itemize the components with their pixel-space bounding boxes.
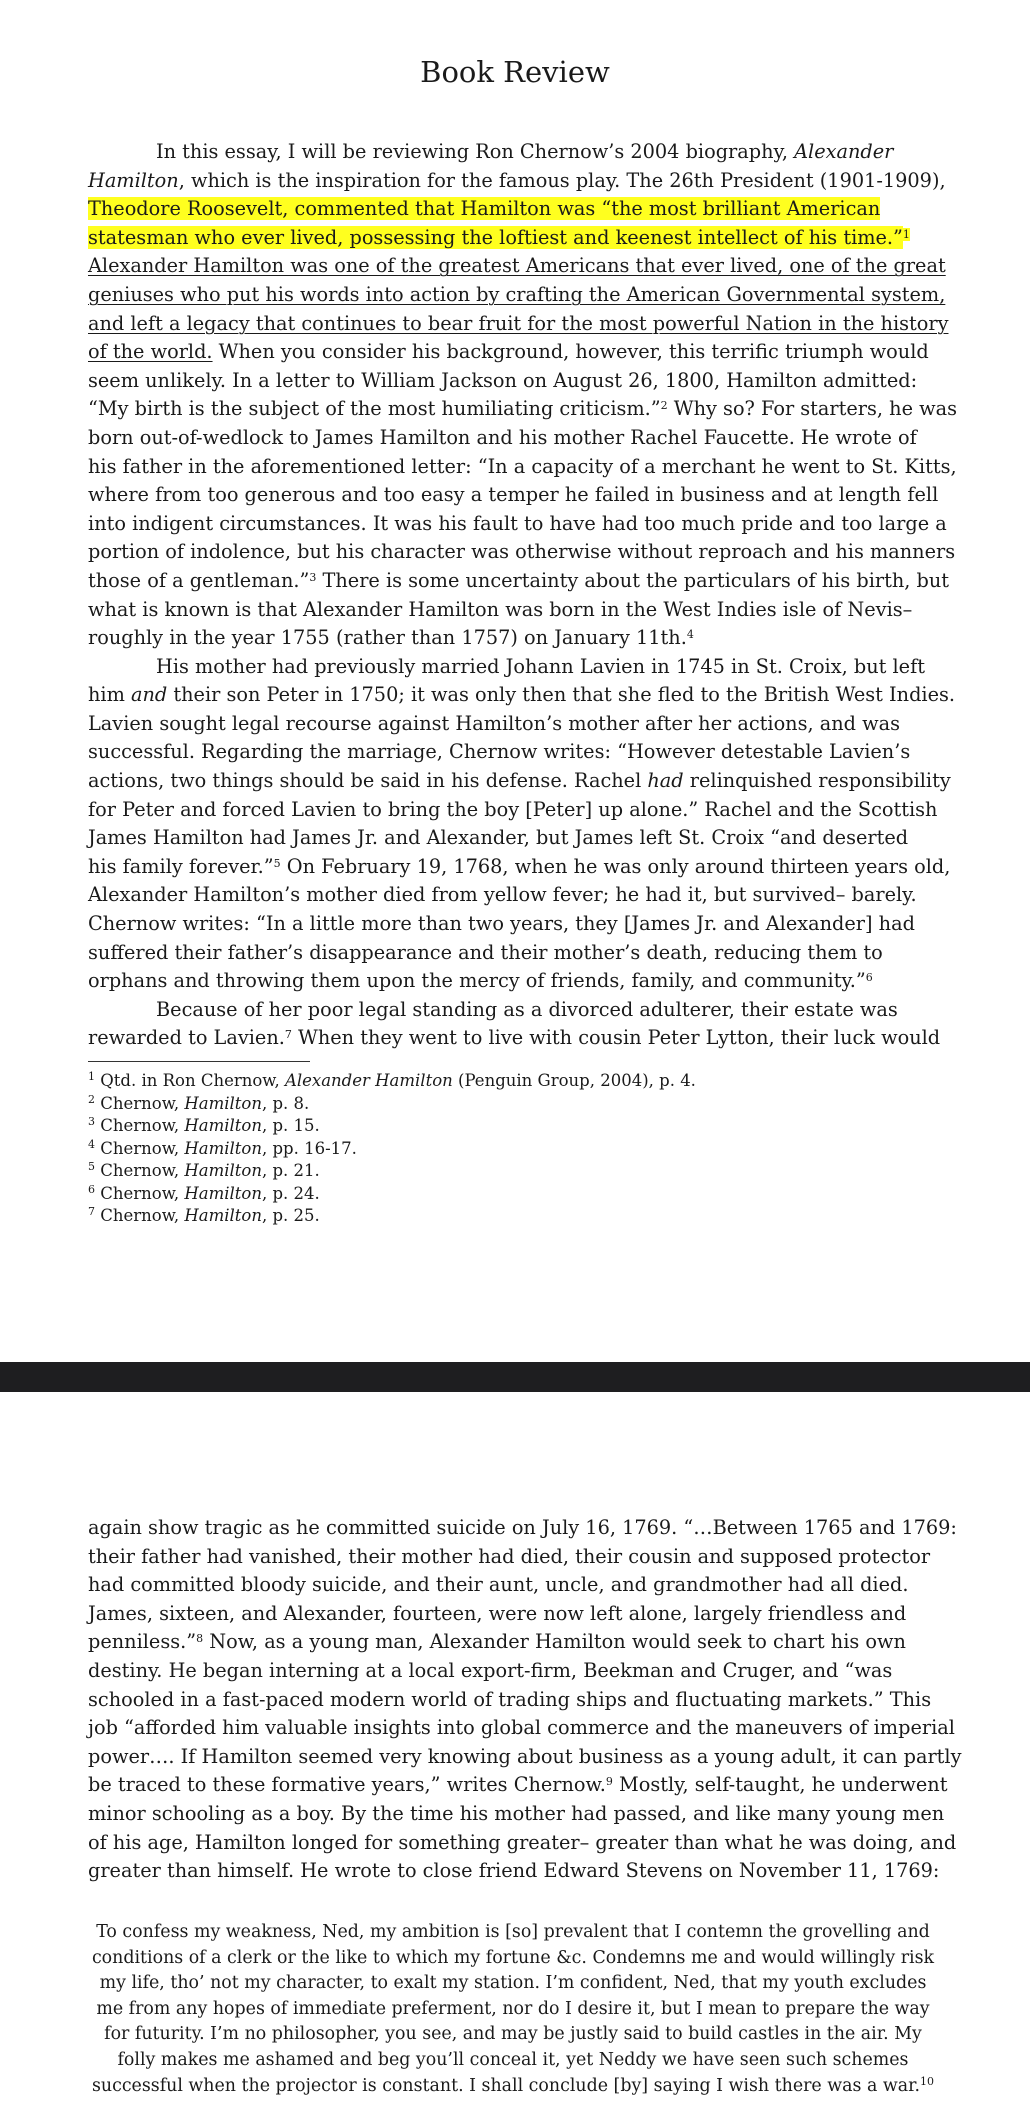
footnote-marker: 1 — [88, 1070, 95, 1083]
p2-line — [88, 1857, 938, 1886]
body-paragraphs-page-2 — [88, 1514, 962, 1886]
text-run: schooled in a fast-paced modern world of trading ships and fluctuating markets.” This — [88, 1687, 932, 1711]
footnote-marker: 3 — [88, 1115, 95, 1128]
text-run: Now, as a young man, Alexander Hamilton would seek to chart his own — [203, 1630, 906, 1654]
text-run: Qtd. in Ron Chernow, — [95, 1071, 285, 1090]
footnotes-line — [88, 1205, 696, 1228]
text-run: There is some uncertainty about the particulars of his birth, but — [316, 568, 950, 592]
p2-line — [88, 1743, 962, 1772]
footnote-marker: 2 — [88, 1092, 95, 1106]
footnote-marker: 2 — [660, 399, 668, 413]
p1-line — [88, 195, 938, 224]
footnote-marker: 1 — [902, 227, 910, 241]
p1-line — [88, 453, 957, 482]
text-run: of his age, Hamilton longed for something greater– greater than what he was doing, and — [88, 1830, 957, 1854]
footnote-marker: 5 — [88, 1160, 95, 1173]
italic-text: Hamilton — [184, 1116, 262, 1135]
p1-line — [88, 252, 946, 281]
text-run: Why so? For starters, he was — [667, 397, 958, 421]
text-run: job “afforded him valuable insights into global commerce and the maneuvers of imperial — [88, 1716, 955, 1740]
text-run: and left a legacy that continues to bear fruit for the most powerful Nation in the history — [88, 311, 949, 335]
text-run: roughly in the year 1755 (rather than 1757) on January 11th. — [88, 626, 687, 650]
text-run: actions, two things should be said in his defense. Rachel — [88, 769, 648, 793]
text-run: my life, tho’ not my character, to exalt my station. I’m confident, Ned, that my youth excludes — [99, 1973, 927, 1994]
text-run: successful when the projector is constant. I shall conclude [by] saying I wish there was a war. — [91, 2075, 921, 2096]
text-run: , which is the inspiration for the famous play. The 26th President (1901-1909), — [178, 168, 946, 192]
footnote-marker: 6 — [865, 971, 873, 985]
p1-line — [88, 967, 938, 996]
italic-text: Alexander Hamilton — [284, 1071, 453, 1090]
p2-line — [88, 1571, 938, 1600]
footnote-marker: 7 — [88, 1205, 95, 1218]
text-run: destiny. He began interning at a local export-firm, Beekman and Cruger, and “was — [88, 1658, 893, 1682]
footnote-marker: 4 — [88, 1137, 95, 1151]
p1-line — [88, 824, 938, 853]
text-run: James, sixteen, and Alexander, fourteen, were now left alone, largely friendless and — [88, 1601, 907, 1625]
footnotes-line — [88, 1160, 696, 1183]
text-run: their son Peter in 1750; it was only then that she fled to the British West Indies. — [167, 683, 956, 707]
italic-text: Hamilton — [88, 168, 179, 192]
text-run: On February 19, 1768, when he was only around thirteen years old, — [280, 854, 951, 878]
p2-line — [88, 1686, 938, 1715]
p1-line — [88, 624, 938, 653]
p1-line — [88, 653, 938, 682]
footnote-marker: 10 — [920, 2074, 935, 2088]
text-run: for Peter and forced Lavien to bring the boy [Peter] up alone.” Rachel and the Scottish — [88, 797, 938, 821]
text-run: , p. 8. — [262, 1093, 310, 1113]
text-run: conditions of a clerk or the like to which my fortune &c. Condemns me and would willingly risk — [91, 1947, 935, 1968]
footnotes-line — [88, 1070, 696, 1093]
p1-line — [88, 996, 938, 1025]
text-run: Chernow, — [95, 1116, 185, 1135]
footnote-separator — [88, 1061, 310, 1062]
text-run: His mother had previously married Johann Lavien in 1745 in St. Croix, but left — [156, 654, 925, 678]
p1-line — [88, 853, 951, 882]
italic-text: Hamilton — [184, 1138, 262, 1158]
footnotes-line — [88, 1093, 696, 1116]
footnote-marker: 7 — [284, 1028, 292, 1042]
text-run: their father had vanished, their mother had died, their cousin and supposed protector — [88, 1544, 931, 1568]
footnote-marker: 3 — [309, 570, 317, 584]
p2-line — [88, 1543, 938, 1572]
text-run: into indigent circumstances. It was his fault to have had too much pride and too large a — [88, 511, 947, 535]
p1-line — [88, 367, 938, 396]
text-run: Chernow, — [95, 1138, 185, 1158]
italic-text: Hamilton — [184, 1093, 262, 1113]
page-break — [0, 1362, 1030, 1392]
text-run: Chernow, — [95, 1161, 185, 1180]
p1-line — [88, 596, 938, 625]
text-run: (Penguin Group, 2004), p. 4. — [452, 1071, 696, 1090]
footnote-marker: 8 — [196, 1632, 204, 1646]
text-run: me from any hopes of immediate preferment, nor do I desire it, but I mean to prepare the way — [96, 1998, 930, 2019]
text-run: Lavien sought legal recourse against Hamilton’s mother after her actions, and was — [88, 711, 901, 735]
text-run: his family forever.” — [88, 854, 274, 878]
text-run: , p. 24. — [262, 1183, 320, 1203]
text-run: rewarded to Lavien. — [88, 1026, 285, 1050]
p1-line — [88, 138, 938, 167]
body-paragraphs-page-1 — [88, 138, 958, 1053]
footnotes-line — [88, 1115, 696, 1138]
text-run: what is known is that Alexander Hamilton was born in the West Indies isle of Nevis– — [88, 597, 913, 621]
text-run: To confess my weakness, Ned, my ambition is [so] prevalent that I contemn the grovelling and — [96, 1922, 930, 1942]
text-run: geniuses who put his words into action by crafting the American Governmental system, — [88, 282, 946, 306]
quote-line — [88, 2048, 938, 2074]
italic-text: Alexander — [794, 140, 894, 163]
italic-text: Hamilton — [184, 1206, 262, 1225]
block-quote — [88, 1920, 938, 2099]
text-run: Chernow, — [95, 1093, 185, 1113]
text-run: his father in the aforementioned letter: “In a capacity of a merchant he went to St. Kitts, — [88, 454, 957, 478]
p1-line — [88, 281, 946, 310]
p1-line — [88, 338, 938, 367]
text-run: born out-of-wedlock to James Hamilton and his mother Rachel Faucette. He wrote of — [88, 425, 917, 449]
text-run: , p. 15. — [262, 1116, 320, 1135]
p2-line — [88, 1628, 938, 1657]
p2-line — [88, 1800, 945, 1829]
footnotes-line — [88, 1183, 696, 1206]
p1-line — [88, 881, 938, 910]
p1-line — [88, 681, 956, 710]
document-title: Book Review — [420, 55, 610, 89]
text-run: relinquished responsibility — [683, 769, 951, 793]
footnotes-line — [88, 1138, 696, 1161]
footnote-marker: 4 — [686, 628, 694, 642]
quote-line — [88, 1997, 938, 2023]
text-run: When they went to live with cousin Peter Lytton, their luck would — [291, 1026, 941, 1050]
p1-line — [88, 910, 938, 939]
text-run: “My birth is the subject of the most humiliating criticism.” — [88, 397, 661, 421]
text-run: , p. 21. — [262, 1161, 320, 1180]
p2-line — [88, 1600, 938, 1629]
text-run: portion of indolence, but his character was otherwise without reproach and his manners — [88, 540, 956, 564]
italic-text: and — [131, 683, 168, 707]
text-run: again show tragic as he committed suicide on July 16, 1769. “…Between 1765 and 1769: — [88, 1516, 957, 1539]
p1-line — [88, 738, 938, 767]
p1-line — [88, 424, 938, 453]
text-run: where from too generous and too easy a temper he failed in business and at length fell — [88, 483, 939, 507]
p1-line — [88, 538, 956, 567]
quote-line — [88, 1971, 938, 1997]
quote-line — [88, 2022, 938, 2048]
text-run: be traced to these formative years,” writes Chernow. — [88, 1773, 606, 1797]
text-run: seem unlikely. In a letter to William Jackson on August 26, 1800, Hamilton admitted: — [88, 368, 918, 392]
p1-line — [88, 167, 946, 196]
p1-line — [88, 510, 947, 539]
text-run: Chernow, — [95, 1183, 185, 1203]
text-run: Mostly, self-taught, he underwent — [612, 1773, 948, 1797]
text-run: Alexander Hamilton’s mother died from yellow fever; he had it, but survived– barely. — [88, 883, 917, 907]
p1-line — [88, 310, 949, 339]
text-run: orphans and throwing them upon the mercy of friends, family, and community.” — [88, 969, 866, 993]
p1-line — [88, 767, 951, 796]
p1-line — [88, 796, 938, 825]
text-run: In this essay, I will be reviewing Ron Chernow’s 2004 biography, — [156, 140, 795, 163]
text-run: for futurity. I’m no philosopher, you see, and may be justly said to build castles in the air. My — [104, 2024, 922, 2045]
text-run: penniless.” — [88, 1630, 197, 1654]
text-run: , p. 25. — [262, 1206, 320, 1225]
text-run: Chernow writes: “In a little more than two years, they [James Jr. and Alexander] had — [88, 912, 915, 936]
p1-line — [88, 1024, 941, 1053]
quote-line — [88, 1920, 938, 1946]
text-run: of the world. — [88, 340, 213, 364]
p2-line — [88, 1714, 955, 1743]
text-run: successful. Regarding the marriage, Chernow writes: “However detestable Lavien’s — [88, 740, 911, 764]
text-run: greater than himself. He wrote to close friend Edward Stevens on November 11, 1769: — [88, 1859, 940, 1883]
p1-line — [88, 710, 938, 739]
p2-line — [88, 1771, 948, 1800]
text-run: statesman who ever lived, possessing the loftiest and keenest intellect of his time.” — [88, 225, 903, 249]
footnotes — [88, 1070, 696, 1228]
p2-line — [88, 1514, 957, 1543]
p1-line — [88, 567, 950, 596]
p1-line — [88, 395, 958, 424]
p1-line — [88, 939, 938, 968]
p1-line — [88, 224, 938, 253]
text-run: When you consider his background, however, this terrific triumph would — [212, 340, 929, 364]
text-run: , pp. 16-17. — [262, 1138, 357, 1158]
text-run: minor schooling as a boy. By the time his mother had passed, and like many young men — [88, 1801, 945, 1825]
quote-line — [88, 2074, 938, 2100]
p1-line — [88, 481, 938, 510]
text-run: James Hamilton had James Jr. and Alexander, but James left St. Croix “and deserted — [88, 826, 909, 850]
text-run: Because of her poor legal standing as a divorced adulterer, their estate was — [156, 997, 898, 1021]
footnote-marker: 6 — [88, 1182, 95, 1196]
p2-line — [88, 1829, 957, 1858]
text-run: suffered their father’s disappearance and their mother’s death, reducing them to — [88, 940, 883, 964]
footnote-marker: 5 — [273, 856, 281, 870]
italic-text: Hamilton — [184, 1183, 262, 1203]
text-run: folly makes me ashamed and beg you’ll conceal it, yet Neddy we have seen such schemes — [117, 2049, 909, 2070]
text-run: Theodore Roosevelt, commented that Hamilton was “the most brilliant American — [88, 197, 881, 221]
text-run: Alexander Hamilton was one of the greatest Americans that ever lived, one of the great — [88, 254, 946, 278]
italic-text: Hamilton — [184, 1161, 262, 1180]
p2-line — [88, 1657, 938, 1686]
footnote-marker: 9 — [605, 1775, 613, 1789]
quote-line — [88, 1946, 938, 1972]
text-run: power…. If Hamilton seemed very knowing about business as a young adult, it can partly — [88, 1744, 962, 1768]
text-run: had committed bloody suicide, and their aunt, uncle, and grandmother had all died. — [88, 1573, 909, 1597]
text-run: Chernow, — [95, 1206, 185, 1225]
italic-text: had — [647, 769, 684, 793]
text-run: those of a gentleman.” — [88, 568, 310, 592]
text-run: him — [88, 683, 131, 707]
